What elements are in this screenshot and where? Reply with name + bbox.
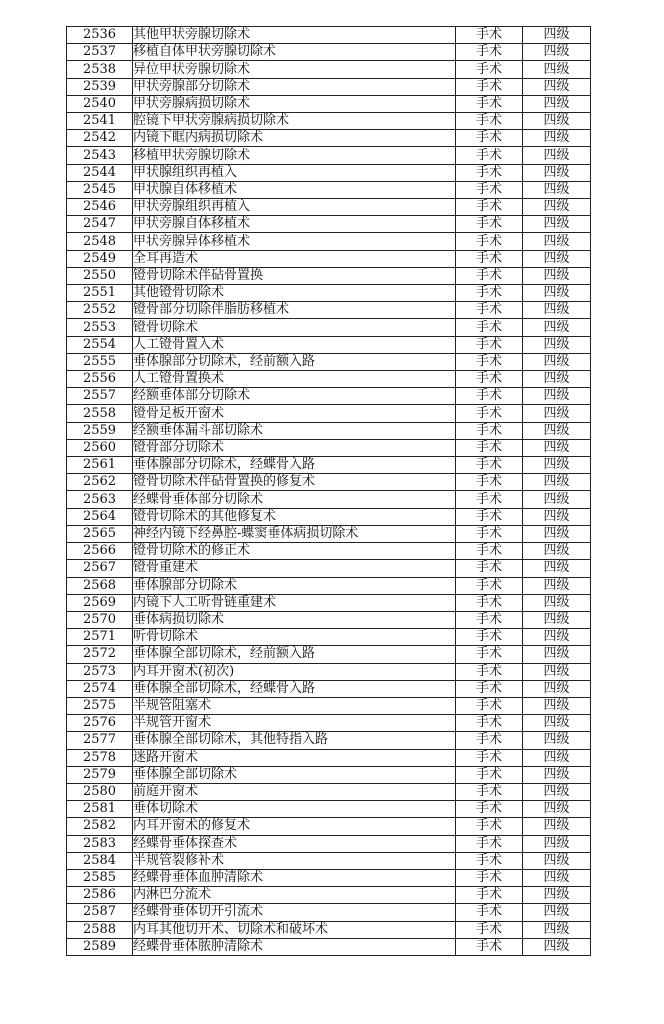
grade-level-cell: 四级	[523, 835, 591, 852]
grade-level-cell: 四级	[523, 199, 591, 216]
row-number-cell: 2557	[67, 388, 133, 405]
category-cell: 手术	[456, 78, 523, 95]
grade-level-cell: 四级	[523, 852, 591, 869]
procedure-name-cell: 经蝶骨垂体血肿清除术	[133, 869, 456, 886]
grade-level-cell: 四级	[523, 27, 591, 44]
row-number-cell: 2539	[67, 78, 133, 95]
category-cell: 手术	[456, 285, 523, 302]
category-cell: 手术	[456, 525, 523, 542]
category-cell: 手术	[456, 474, 523, 491]
category-cell: 手术	[456, 629, 523, 646]
grade-level-cell: 四级	[523, 422, 591, 439]
procedure-name-cell: 内镜下人工听骨链重建术	[133, 594, 456, 611]
row-number-cell: 2570	[67, 611, 133, 628]
table-row	[67, 697, 591, 714]
category-cell: 手术	[456, 887, 523, 904]
category-cell: 手术	[456, 181, 523, 198]
table-row	[67, 904, 591, 921]
grade-level-cell: 四级	[523, 525, 591, 542]
category-cell: 手术	[456, 44, 523, 61]
table-row	[67, 388, 591, 405]
procedure-name-cell: 甲状旁腺病损切除术	[133, 95, 456, 112]
category-cell: 手术	[456, 233, 523, 250]
category-cell: 手术	[456, 543, 523, 560]
grade-level-cell: 四级	[523, 611, 591, 628]
grade-level-cell: 四级	[523, 869, 591, 886]
grade-level-cell: 四级	[523, 732, 591, 749]
table-row	[67, 801, 591, 818]
category-cell: 手术	[456, 663, 523, 680]
row-number-cell: 2587	[67, 904, 133, 921]
row-number-cell: 2561	[67, 457, 133, 474]
row-number-cell: 2577	[67, 732, 133, 749]
row-number-cell: 2560	[67, 439, 133, 456]
row-number-cell: 2540	[67, 95, 133, 112]
row-number-cell: 2547	[67, 216, 133, 233]
procedure-name-cell: 内耳开窗术的修复术	[133, 818, 456, 835]
grade-level-cell: 四级	[523, 766, 591, 783]
procedure-name-cell: 镫骨重建术	[133, 560, 456, 577]
table-row	[67, 663, 591, 680]
procedure-name-cell: 经额垂体部分切除术	[133, 388, 456, 405]
grade-level-cell: 四级	[523, 543, 591, 560]
procedure-name-cell: 镫骨切除术伴砧骨置换的修复术	[133, 474, 456, 491]
procedure-name-cell: 镫骨切除术的修正术	[133, 543, 456, 560]
table-row	[67, 921, 591, 938]
category-cell: 手术	[456, 921, 523, 938]
grade-level-cell: 四级	[523, 113, 591, 130]
table-row	[67, 818, 591, 835]
grade-level-cell: 四级	[523, 405, 591, 422]
category-cell: 手术	[456, 783, 523, 800]
table-row	[67, 113, 591, 130]
table-row	[67, 938, 591, 955]
row-number-cell: 2580	[67, 783, 133, 800]
grade-level-cell: 四级	[523, 491, 591, 508]
procedure-name-cell: 移植自体甲状旁腺切除术	[133, 44, 456, 61]
procedure-name-cell: 镫骨部分切除术	[133, 439, 456, 456]
table-row	[67, 371, 591, 388]
row-number-cell: 2572	[67, 646, 133, 663]
procedure-name-cell: 经蝶骨垂体探查术	[133, 835, 456, 852]
procedure-name-cell: 镫骨部分切除伴脂肪移植术	[133, 302, 456, 319]
category-cell: 手术	[456, 732, 523, 749]
row-number-cell: 2551	[67, 285, 133, 302]
category-cell: 手术	[456, 439, 523, 456]
category-cell: 手术	[456, 95, 523, 112]
table-row	[67, 577, 591, 594]
procedure-name-cell: 甲状旁腺异体移植术	[133, 233, 456, 250]
grade-level-cell: 四级	[523, 783, 591, 800]
table-row	[67, 887, 591, 904]
grade-level-cell: 四级	[523, 508, 591, 525]
grade-level-cell: 四级	[523, 715, 591, 732]
category-cell: 手术	[456, 216, 523, 233]
table-row	[67, 302, 591, 319]
category-cell: 手术	[456, 818, 523, 835]
procedure-name-cell: 异位甲状旁腺切除术	[133, 61, 456, 78]
procedure-name-cell: 其他镫骨切除术	[133, 285, 456, 302]
procedure-name-cell: 其他甲状旁腺切除术	[133, 27, 456, 44]
category-cell: 手术	[456, 164, 523, 181]
table-row	[67, 405, 591, 422]
grade-level-cell: 四级	[523, 302, 591, 319]
grade-level-cell: 四级	[523, 147, 591, 164]
grade-level-cell: 四级	[523, 388, 591, 405]
row-number-cell: 2584	[67, 852, 133, 869]
row-number-cell: 2576	[67, 715, 133, 732]
table-row	[67, 78, 591, 95]
row-number-cell: 2544	[67, 164, 133, 181]
grade-level-cell: 四级	[523, 560, 591, 577]
procedure-name-cell: 垂体腺全部切除术，经前额入路	[133, 646, 456, 663]
procedure-name-cell: 移植甲状旁腺切除术	[133, 147, 456, 164]
category-cell: 手术	[456, 508, 523, 525]
row-number-cell: 2569	[67, 594, 133, 611]
category-cell: 手术	[456, 560, 523, 577]
table-row	[67, 439, 591, 456]
grade-level-cell: 四级	[523, 336, 591, 353]
table-row	[67, 61, 591, 78]
table-row	[67, 594, 591, 611]
grade-level-cell: 四级	[523, 233, 591, 250]
grade-level-cell: 四级	[523, 801, 591, 818]
procedure-name-cell: 腔镜下甲状旁腺病损切除术	[133, 113, 456, 130]
table-row	[67, 336, 591, 353]
table-row	[67, 783, 591, 800]
row-number-cell: 2579	[67, 766, 133, 783]
grade-level-cell: 四级	[523, 164, 591, 181]
category-cell: 手术	[456, 594, 523, 611]
table-row	[67, 27, 591, 44]
table-row	[67, 629, 591, 646]
row-number-cell: 2554	[67, 336, 133, 353]
table-row	[67, 508, 591, 525]
procedure-name-cell: 内镜下眶内病损切除术	[133, 130, 456, 147]
table-row	[67, 560, 591, 577]
procedure-name-cell: 垂体腺部分切除术	[133, 577, 456, 594]
procedure-name-cell: 垂体腺部分切除术，经蝶骨入路	[133, 457, 456, 474]
row-number-cell: 2563	[67, 491, 133, 508]
grade-level-cell: 四级	[523, 44, 591, 61]
row-number-cell: 2565	[67, 525, 133, 542]
procedure-name-cell: 垂体腺全部切除术，经蝶骨入路	[133, 680, 456, 697]
procedure-name-cell: 半规管阻塞术	[133, 697, 456, 714]
procedure-name-cell: 垂体腺全部切除术	[133, 766, 456, 783]
procedure-name-cell: 垂体腺部分切除术，经前额入路	[133, 353, 456, 370]
procedure-name-cell: 半规管开窗术	[133, 715, 456, 732]
row-number-cell: 2578	[67, 749, 133, 766]
category-cell: 手术	[456, 113, 523, 130]
row-number-cell: 2559	[67, 422, 133, 439]
category-cell: 手术	[456, 147, 523, 164]
procedure-name-cell: 甲状腺组织再植入	[133, 164, 456, 181]
grade-level-cell: 四级	[523, 594, 591, 611]
procedure-name-cell: 迷路开窗术	[133, 749, 456, 766]
row-number-cell: 2555	[67, 353, 133, 370]
table-row	[67, 611, 591, 628]
grade-level-cell: 四级	[523, 749, 591, 766]
procedure-name-cell: 经蝶骨垂体切开引流术	[133, 904, 456, 921]
procedure-table	[66, 26, 591, 956]
grade-level-cell: 四级	[523, 629, 591, 646]
row-number-cell: 2548	[67, 233, 133, 250]
table-row	[67, 646, 591, 663]
row-number-cell: 2546	[67, 199, 133, 216]
procedure-name-cell: 听骨切除术	[133, 629, 456, 646]
category-cell: 手术	[456, 27, 523, 44]
category-cell: 手术	[456, 319, 523, 336]
row-number-cell: 2589	[67, 938, 133, 955]
procedure-name-cell: 垂体腺全部切除术，其他特指入路	[133, 732, 456, 749]
row-number-cell: 2549	[67, 250, 133, 267]
table-row	[67, 164, 591, 181]
row-number-cell: 2588	[67, 921, 133, 938]
procedure-name-cell: 半规管裂修补术	[133, 852, 456, 869]
category-cell: 手术	[456, 250, 523, 267]
grade-level-cell: 四级	[523, 474, 591, 491]
row-number-cell: 2541	[67, 113, 133, 130]
procedure-name-cell: 神经内镜下经鼻腔-蝶窦垂体病损切除术	[133, 525, 456, 542]
table-row	[67, 353, 591, 370]
table-row	[67, 525, 591, 542]
row-number-cell: 2567	[67, 560, 133, 577]
grade-level-cell: 四级	[523, 181, 591, 198]
table-row	[67, 680, 591, 697]
category-cell: 手术	[456, 302, 523, 319]
category-cell: 手术	[456, 749, 523, 766]
row-number-cell: 2542	[67, 130, 133, 147]
row-number-cell: 2558	[67, 405, 133, 422]
grade-level-cell: 四级	[523, 78, 591, 95]
row-number-cell: 2582	[67, 818, 133, 835]
category-cell: 手术	[456, 130, 523, 147]
category-cell: 手术	[456, 388, 523, 405]
table-row	[67, 749, 591, 766]
row-number-cell: 2538	[67, 61, 133, 78]
row-number-cell: 2553	[67, 319, 133, 336]
table-row	[67, 766, 591, 783]
procedure-name-cell: 经额垂体漏斗部切除术	[133, 422, 456, 439]
grade-level-cell: 四级	[523, 818, 591, 835]
table-row	[67, 319, 591, 336]
procedure-name-cell: 甲状旁腺组织再植入	[133, 199, 456, 216]
table-row	[67, 835, 591, 852]
category-cell: 手术	[456, 491, 523, 508]
table-row	[67, 732, 591, 749]
grade-level-cell: 四级	[523, 61, 591, 78]
procedure-name-cell: 甲状旁腺自体移植术	[133, 216, 456, 233]
category-cell: 手术	[456, 61, 523, 78]
category-cell: 手术	[456, 869, 523, 886]
procedure-name-cell: 甲状腺自体移植术	[133, 181, 456, 198]
table-row	[67, 44, 591, 61]
category-cell: 手术	[456, 938, 523, 955]
table-row	[67, 199, 591, 216]
row-number-cell: 2571	[67, 629, 133, 646]
procedure-name-cell: 内耳其他切开术、切除术和破坏术	[133, 921, 456, 938]
grade-level-cell: 四级	[523, 680, 591, 697]
procedure-name-cell: 前庭开窗术	[133, 783, 456, 800]
grade-level-cell: 四级	[523, 921, 591, 938]
procedure-name-cell: 人工镫骨置换术	[133, 371, 456, 388]
procedure-name-cell: 经蝶骨垂体脓肿清除术	[133, 938, 456, 955]
category-cell: 手术	[456, 267, 523, 284]
category-cell: 手术	[456, 697, 523, 714]
procedure-name-cell: 内淋巴分流术	[133, 887, 456, 904]
category-cell: 手术	[456, 422, 523, 439]
row-number-cell: 2583	[67, 835, 133, 852]
category-cell: 手术	[456, 199, 523, 216]
grade-level-cell: 四级	[523, 439, 591, 456]
table-row	[67, 181, 591, 198]
grade-level-cell: 四级	[523, 353, 591, 370]
grade-level-cell: 四级	[523, 371, 591, 388]
row-number-cell: 2581	[67, 801, 133, 818]
row-number-cell: 2573	[67, 663, 133, 680]
table-row	[67, 474, 591, 491]
row-number-cell: 2575	[67, 697, 133, 714]
category-cell: 手术	[456, 611, 523, 628]
procedure-name-cell: 镫骨切除术伴砧骨置换	[133, 267, 456, 284]
table-row	[67, 250, 591, 267]
table-row	[67, 491, 591, 508]
category-cell: 手术	[456, 405, 523, 422]
grade-level-cell: 四级	[523, 663, 591, 680]
category-cell: 手术	[456, 835, 523, 852]
row-number-cell: 2574	[67, 680, 133, 697]
procedure-name-cell: 垂体病损切除术	[133, 611, 456, 628]
grade-level-cell: 四级	[523, 577, 591, 594]
grade-level-cell: 四级	[523, 319, 591, 336]
category-cell: 手术	[456, 852, 523, 869]
row-number-cell: 2585	[67, 869, 133, 886]
table-row	[67, 869, 591, 886]
row-number-cell: 2568	[67, 577, 133, 594]
table-row	[67, 852, 591, 869]
grade-level-cell: 四级	[523, 285, 591, 302]
table-row	[67, 216, 591, 233]
category-cell: 手术	[456, 715, 523, 732]
table-row	[67, 457, 591, 474]
category-cell: 手术	[456, 801, 523, 818]
procedure-name-cell: 全耳再造术	[133, 250, 456, 267]
row-number-cell: 2537	[67, 44, 133, 61]
category-cell: 手术	[456, 371, 523, 388]
table-row	[67, 95, 591, 112]
row-number-cell: 2543	[67, 147, 133, 164]
grade-level-cell: 四级	[523, 904, 591, 921]
category-cell: 手术	[456, 766, 523, 783]
table-row	[67, 422, 591, 439]
row-number-cell: 2564	[67, 508, 133, 525]
grade-level-cell: 四级	[523, 938, 591, 955]
category-cell: 手术	[456, 680, 523, 697]
table-row	[67, 285, 591, 302]
grade-level-cell: 四级	[523, 216, 591, 233]
procedure-name-cell: 经蝶骨垂体部分切除术	[133, 491, 456, 508]
procedure-name-cell: 垂体切除术	[133, 801, 456, 818]
grade-level-cell: 四级	[523, 95, 591, 112]
grade-level-cell: 四级	[523, 646, 591, 663]
grade-level-cell: 四级	[523, 697, 591, 714]
procedure-name-cell: 镫骨切除术	[133, 319, 456, 336]
category-cell: 手术	[456, 353, 523, 370]
row-number-cell: 2545	[67, 181, 133, 198]
table-row	[67, 267, 591, 284]
grade-level-cell: 四级	[523, 130, 591, 147]
procedure-name-cell: 镫骨切除术的其他修复术	[133, 508, 456, 525]
row-number-cell: 2552	[67, 302, 133, 319]
table-row	[67, 130, 591, 147]
grade-level-cell: 四级	[523, 887, 591, 904]
row-number-cell: 2562	[67, 474, 133, 491]
table-row	[67, 233, 591, 250]
row-number-cell: 2586	[67, 887, 133, 904]
grade-level-cell: 四级	[523, 457, 591, 474]
procedure-name-cell: 内耳开窗术(初次)	[133, 663, 456, 680]
grade-level-cell: 四级	[523, 250, 591, 267]
row-number-cell: 2556	[67, 371, 133, 388]
procedure-table-body	[67, 27, 591, 956]
table-row	[67, 715, 591, 732]
category-cell: 手术	[456, 336, 523, 353]
category-cell: 手术	[456, 904, 523, 921]
table-row	[67, 147, 591, 164]
procedure-name-cell: 人工镫骨置入术	[133, 336, 456, 353]
procedure-name-cell: 镫骨足板开窗术	[133, 405, 456, 422]
procedure-name-cell: 甲状旁腺部分切除术	[133, 78, 456, 95]
category-cell: 手术	[456, 577, 523, 594]
row-number-cell: 2550	[67, 267, 133, 284]
row-number-cell: 2566	[67, 543, 133, 560]
table-row	[67, 543, 591, 560]
row-number-cell: 2536	[67, 27, 133, 44]
grade-level-cell: 四级	[523, 267, 591, 284]
category-cell: 手术	[456, 646, 523, 663]
category-cell: 手术	[456, 457, 523, 474]
